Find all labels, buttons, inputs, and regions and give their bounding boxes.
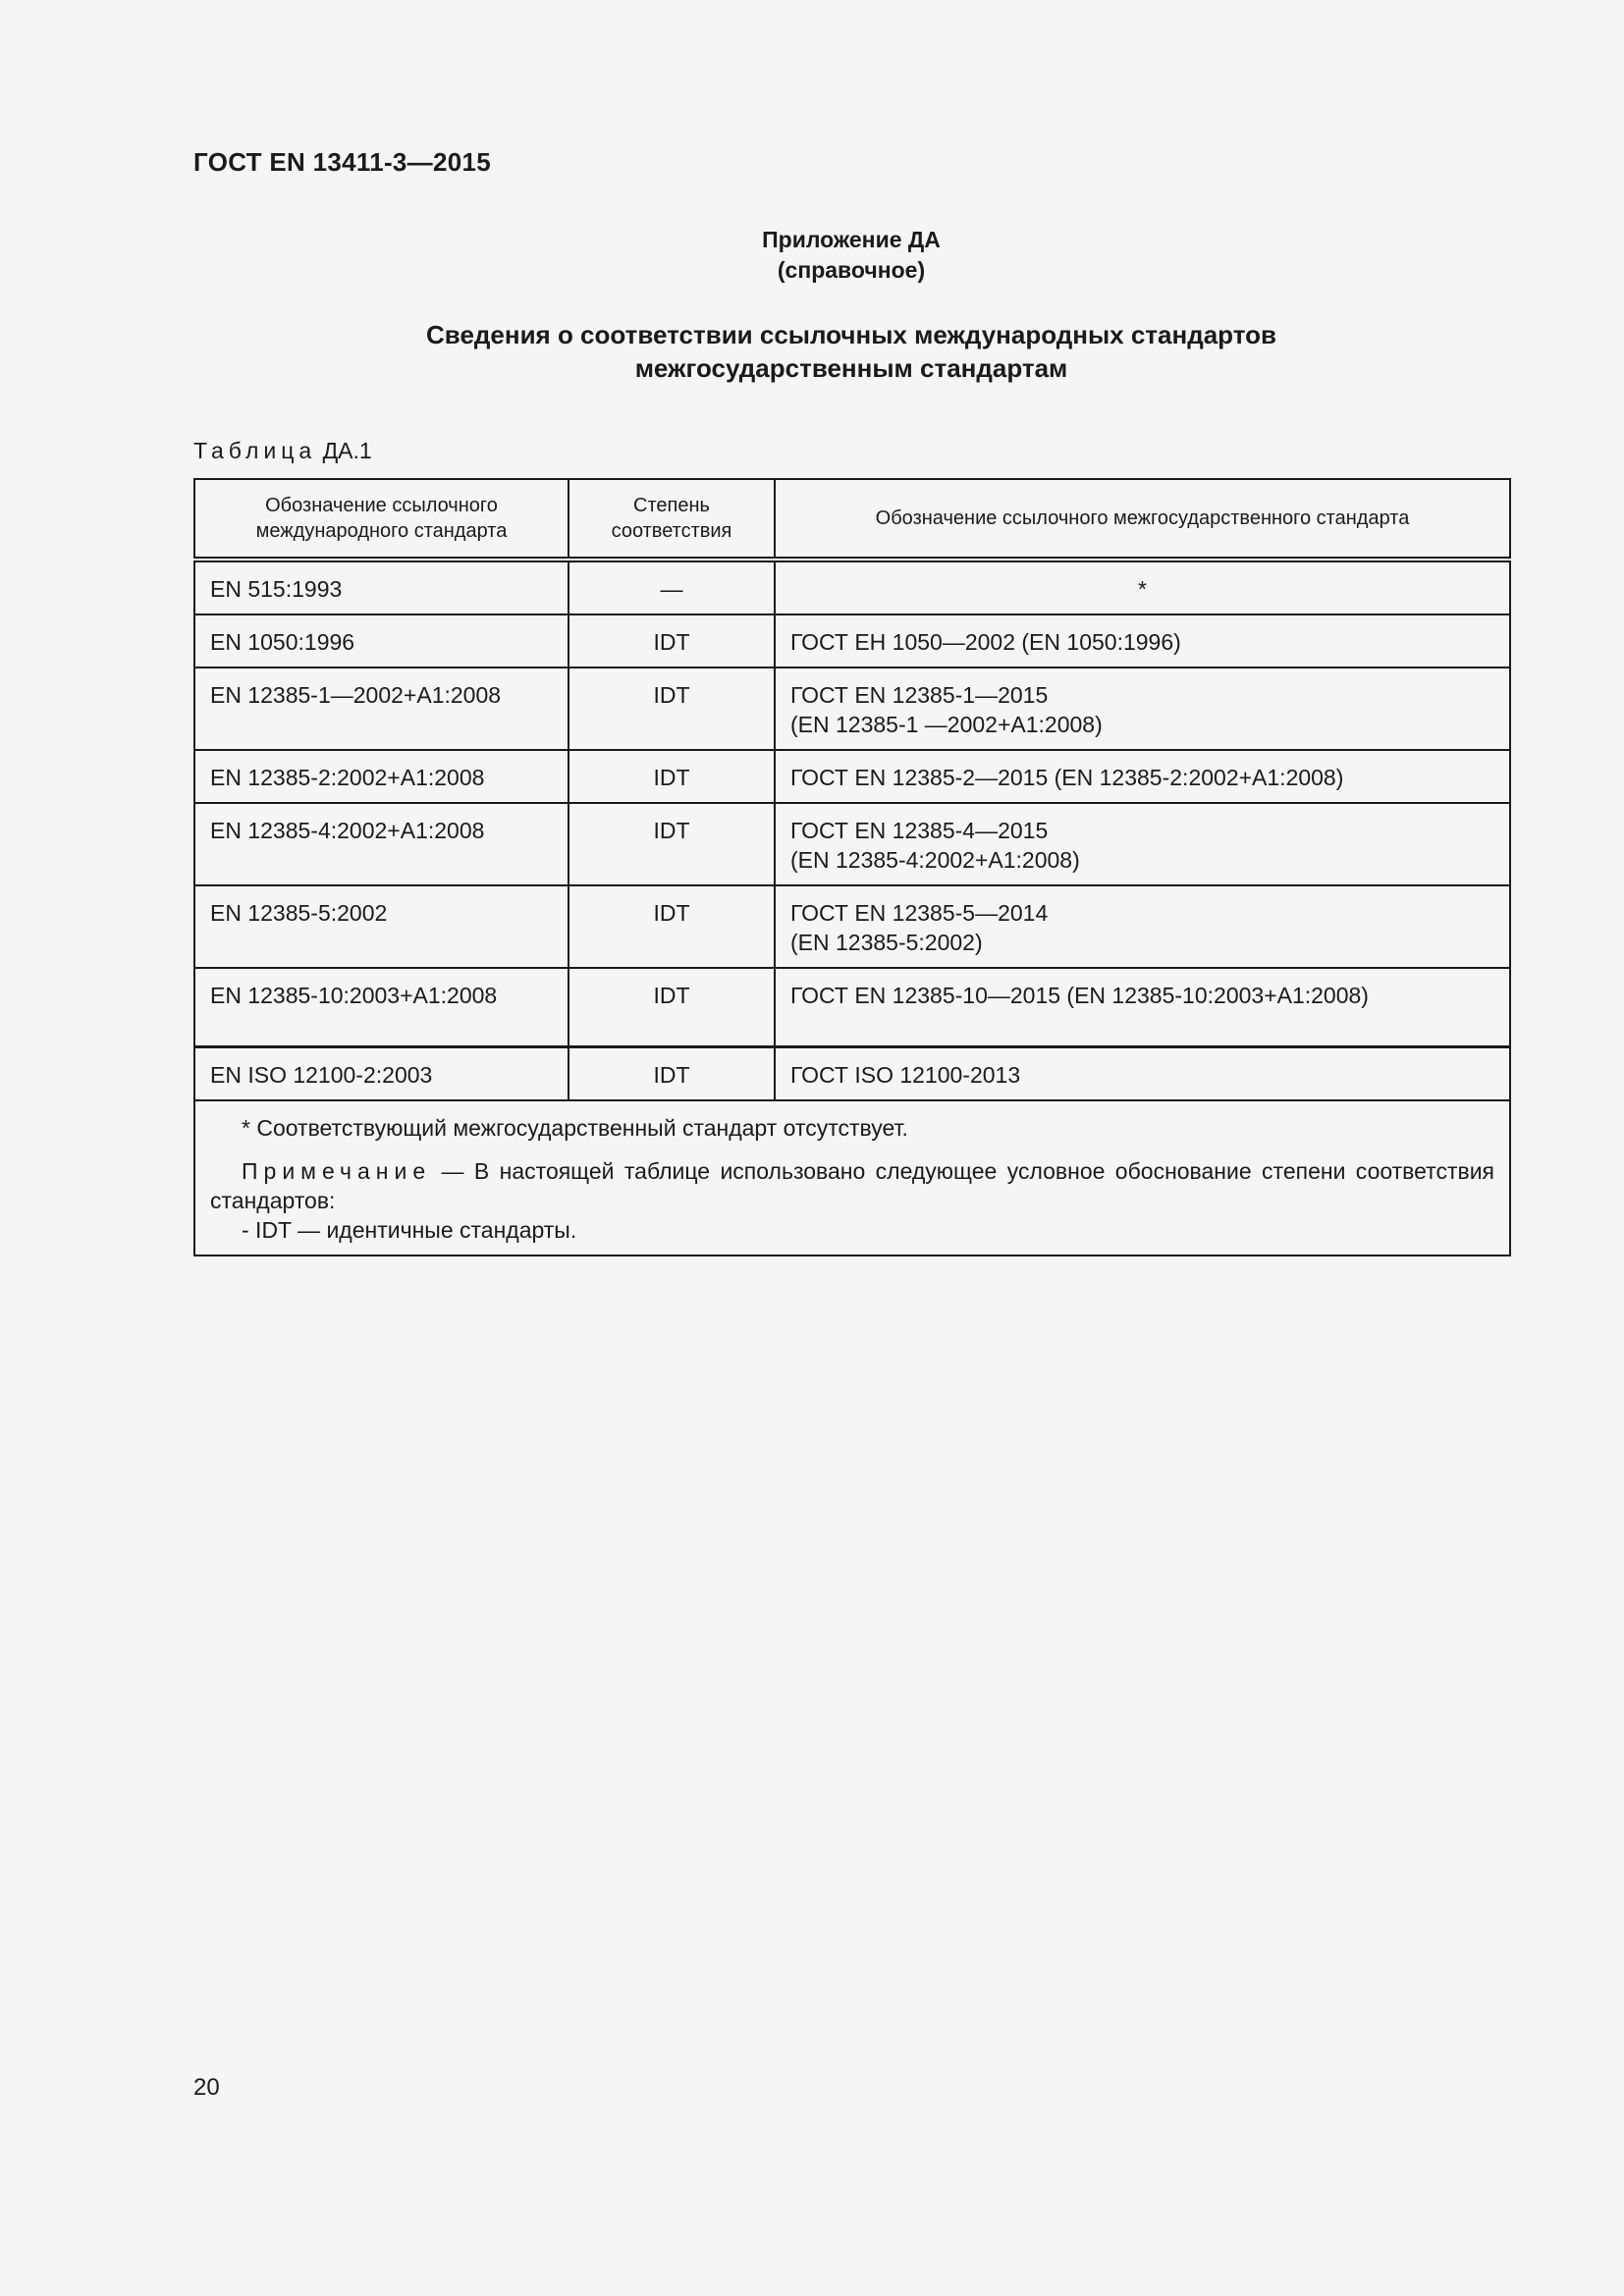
cell-interstate-line1: ГОСТ EN 12385-5—2014 bbox=[790, 900, 1049, 926]
cell-international: EN 1050:1996 bbox=[194, 614, 568, 667]
cell-interstate-line1: * bbox=[1138, 576, 1147, 602]
cell-interstate bbox=[775, 614, 1510, 667]
section-title-line2: межгосударственным стандартам bbox=[634, 353, 1068, 383]
table-footnote-cell bbox=[194, 1100, 1510, 1255]
cell-interstate bbox=[775, 560, 1510, 614]
cell-international: EN 515:1993 bbox=[194, 560, 568, 614]
cell-degree: IDT bbox=[568, 667, 775, 750]
cell-degree: — bbox=[568, 560, 775, 614]
annex-title: Приложение ДА bbox=[762, 227, 941, 252]
table-row bbox=[194, 803, 1510, 885]
cell-interstate bbox=[775, 750, 1510, 803]
table-caption bbox=[193, 438, 372, 464]
header-interstate-standard: Обозначение ссылочного межгосударственного стандарта bbox=[775, 479, 1510, 560]
cell-interstate-line1: ГОСТ ЕН 1050—2002 (EN 1050:1996) bbox=[790, 629, 1181, 655]
cell-international: EN 12385-10:2003+A1:2008 bbox=[194, 968, 568, 1047]
header-col1-line1: Обозначение ссылочного bbox=[265, 495, 498, 516]
page-number: 20 bbox=[193, 2074, 220, 2101]
header-col1-line2: международного стандарта bbox=[255, 520, 508, 542]
standards-correspondence-table bbox=[193, 478, 1511, 1256]
cell-interstate-line2: (EN 12385-1 —2002+A1:2008) bbox=[790, 712, 1103, 737]
table-caption-number: ДА.1 bbox=[322, 438, 372, 463]
table-row bbox=[194, 968, 1510, 1047]
note-label: Примечание bbox=[242, 1158, 432, 1184]
cell-interstate-line1: ГОСТ EN 12385-2—2015 (EN 12385-2:2002+A1:2008) bbox=[790, 765, 1344, 790]
cell-degree: IDT bbox=[568, 885, 775, 968]
section-title-line1: Сведения о соответствии ссылочных международных стандартов bbox=[426, 320, 1276, 349]
table-footnote-row bbox=[194, 1100, 1510, 1255]
header-col2-line1: Степень bbox=[633, 495, 710, 516]
cell-interstate bbox=[775, 885, 1510, 968]
cell-interstate bbox=[775, 1047, 1510, 1101]
table-row bbox=[194, 885, 1510, 968]
header-international-standard bbox=[194, 479, 568, 560]
cell-degree: IDT bbox=[568, 750, 775, 803]
table-row bbox=[194, 560, 1510, 614]
header-degree-of-correspondence bbox=[568, 479, 775, 560]
header-col2-line2: соответствия bbox=[611, 520, 732, 542]
table-row bbox=[194, 614, 1510, 667]
cell-international: EN 12385-5:2002 bbox=[194, 885, 568, 968]
cell-interstate-line1: ГОСТ EN 12385-10—2015 (EN 12385-10:2003+A1:2008) bbox=[790, 983, 1369, 1008]
cell-interstate-line2: (EN 12385-5:2002) bbox=[790, 930, 983, 955]
cell-degree: IDT bbox=[568, 1047, 775, 1101]
cell-degree: IDT bbox=[568, 803, 775, 885]
table-row bbox=[194, 1047, 1510, 1101]
cell-interstate bbox=[775, 803, 1510, 885]
cell-interstate bbox=[775, 968, 1510, 1047]
table-note bbox=[210, 1156, 1494, 1215]
cell-interstate-line1: ГОСТ EN 12385-1—2015 bbox=[790, 682, 1049, 708]
cell-interstate-line1: ГОСТ ISO 12100-2013 bbox=[790, 1062, 1021, 1088]
note-text: — В настоящей таблице использовано следующее условное обоснование степени соответствия стандартов: bbox=[210, 1158, 1494, 1213]
table-row bbox=[194, 667, 1510, 750]
annex-subtitle: (справочное) bbox=[777, 257, 926, 283]
cell-interstate-line2: (EN 12385-4:2002+A1:2008) bbox=[790, 847, 1080, 873]
cell-international: EN 12385-1—2002+A1:2008 bbox=[194, 667, 568, 750]
cell-international: EN 12385-4:2002+A1:2008 bbox=[194, 803, 568, 885]
cell-degree: IDT bbox=[568, 968, 775, 1047]
cell-international: EN 12385-2:2002+A1:2008 bbox=[194, 750, 568, 803]
cell-international: EN ISO 12100-2:2003 bbox=[194, 1047, 568, 1101]
cell-interstate bbox=[775, 667, 1510, 750]
cell-interstate-line1: ГОСТ EN 12385-4—2015 bbox=[790, 818, 1049, 843]
table-header-row bbox=[194, 479, 1510, 560]
table-caption-label: Таблица bbox=[193, 438, 317, 463]
cell-degree: IDT bbox=[568, 614, 775, 667]
section-title bbox=[193, 318, 1509, 385]
table-footnote: * Соответствующий межгосударственный стандарт отсутствует. bbox=[242, 1115, 908, 1141]
document-code: ГОСТ EN 13411-3—2015 bbox=[193, 147, 492, 177]
table-row bbox=[194, 750, 1510, 803]
note-list-item: - IDT — идентичные стандарты. bbox=[242, 1217, 577, 1243]
